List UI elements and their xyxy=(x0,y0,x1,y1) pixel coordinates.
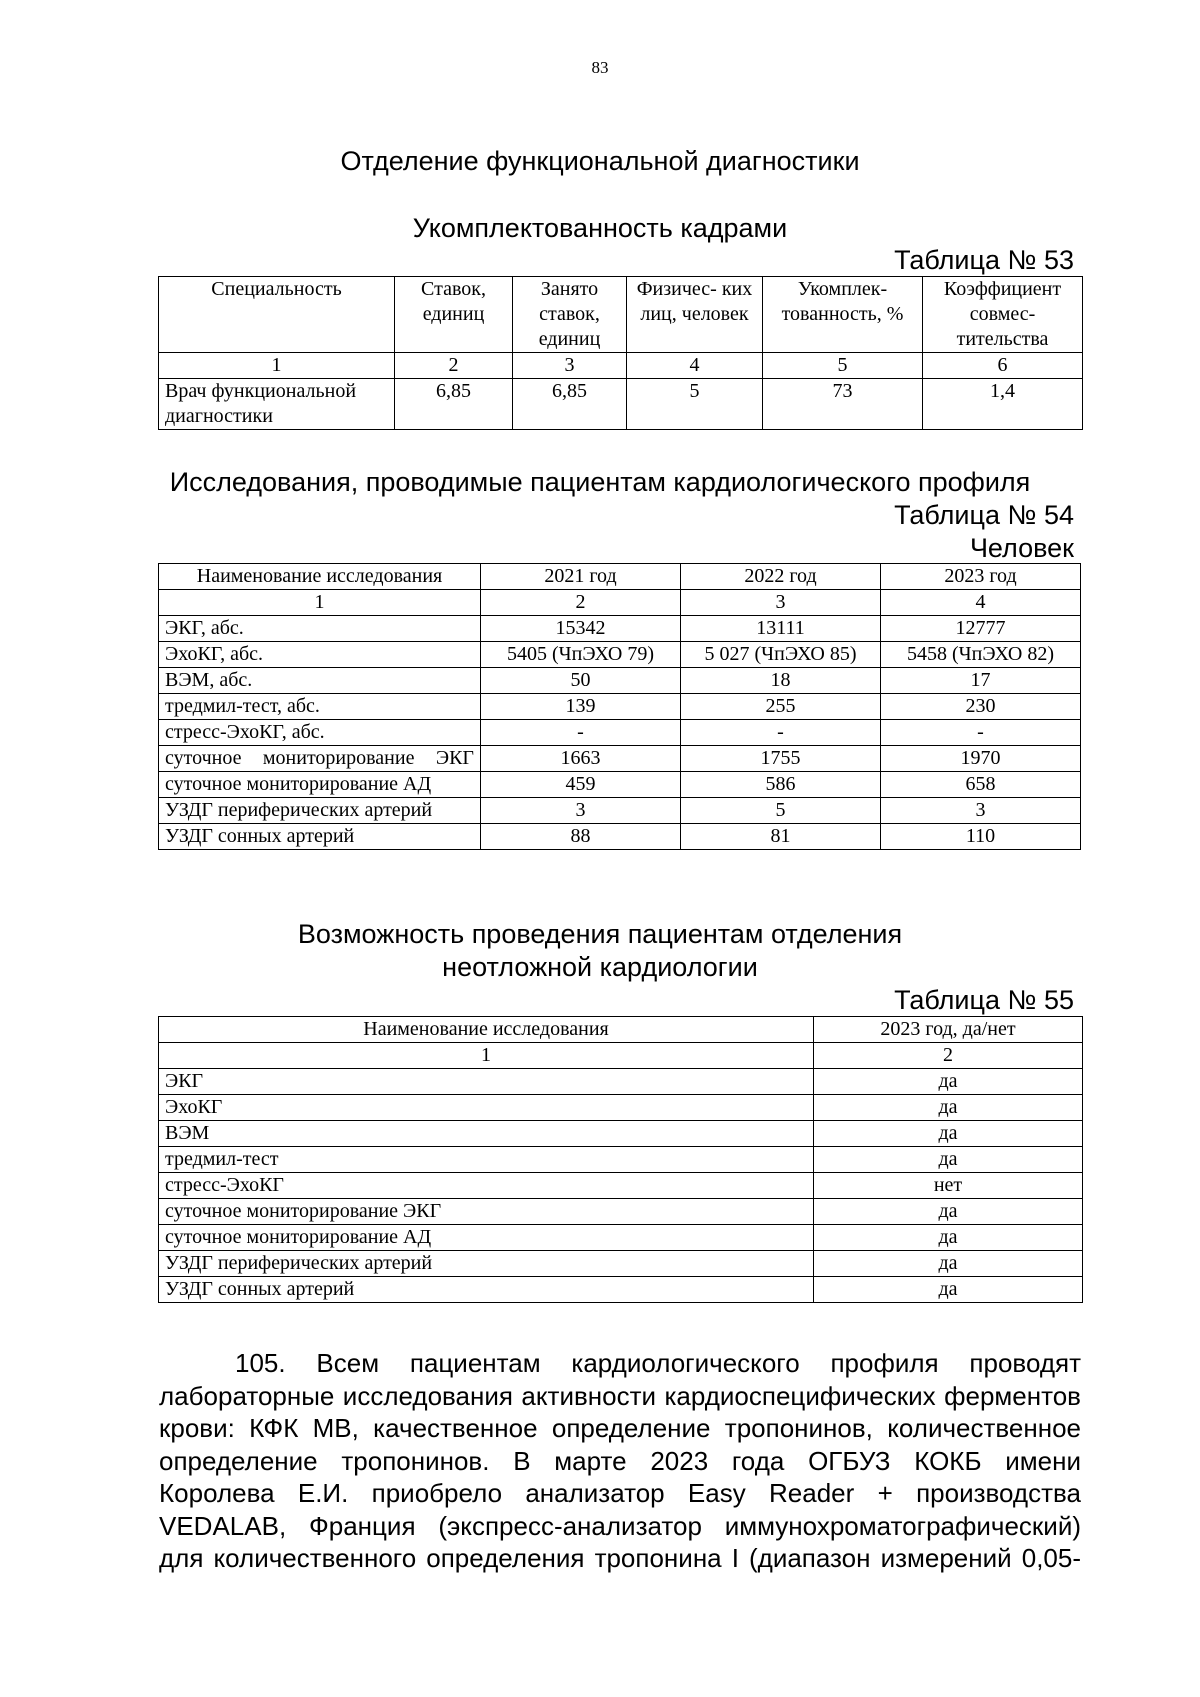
value-cell: 18 xyxy=(681,668,881,694)
header-cell: 2021 год xyxy=(481,564,681,590)
table-54 xyxy=(158,563,1081,850)
value-cell: 1,4 xyxy=(923,379,1083,430)
table-row xyxy=(159,720,1081,746)
header-cell: Ставок, единиц xyxy=(395,277,513,353)
num-cell: 4 xyxy=(627,353,763,379)
row-name-cell: УЗДГ периферических артерий xyxy=(159,1251,814,1277)
column-number-row xyxy=(159,1043,1083,1069)
row-name-cell: УЗДГ сонных артерий xyxy=(159,1277,814,1303)
table-row xyxy=(159,1173,1083,1199)
header-cell: Наименование исследования xyxy=(159,564,481,590)
value-cell: 1755 xyxy=(681,746,881,772)
table55-title-line1: Возможность проведения пациентам отделения xyxy=(297,919,903,949)
table-row xyxy=(159,1199,1083,1225)
value-cell: 5458 (ЧпЭХО 82) xyxy=(881,642,1081,668)
column-number-row xyxy=(159,353,1083,379)
num-cell: 3 xyxy=(681,590,881,616)
table55-title-line2: неотложной кардиологии xyxy=(442,952,758,982)
num-cell: 1 xyxy=(159,1043,814,1069)
paragraph-line: для количественного определения тропонина I (диапазон измерений 0,05- xyxy=(159,1543,1081,1573)
value-cell: 88 xyxy=(481,824,681,850)
table-row xyxy=(159,1121,1083,1147)
table-row xyxy=(159,746,1081,772)
table53-label: Таблица № 53 xyxy=(894,245,1074,275)
value-cell: нет xyxy=(814,1173,1083,1199)
header-cell: Физичес- ких лиц, человек xyxy=(627,277,763,353)
row-name-cell: суточное мониторирование ЭКГ xyxy=(159,746,481,772)
table54-label: Таблица № 54 xyxy=(894,500,1074,530)
row-name-cell: стресс-ЭхоКГ xyxy=(159,1173,814,1199)
num-cell: 4 xyxy=(881,590,1081,616)
value-cell: 658 xyxy=(881,772,1081,798)
value-cell: - xyxy=(881,720,1081,746)
header-cell: Занято ставок, единиц xyxy=(513,277,627,353)
row-name-cell: ЭКГ xyxy=(159,1069,814,1095)
table-row xyxy=(159,694,1081,720)
value-cell: да xyxy=(814,1199,1083,1225)
header-cell: Укомплек- тованность, % xyxy=(763,277,923,353)
value-cell: 15342 xyxy=(481,616,681,642)
value-cell: 6,85 xyxy=(395,379,513,430)
table-row xyxy=(159,1251,1083,1277)
value-cell: 110 xyxy=(881,824,1081,850)
value-cell: 1663 xyxy=(481,746,681,772)
table-row xyxy=(159,616,1081,642)
table55-label: Таблица № 55 xyxy=(894,985,1074,1015)
table-53 xyxy=(158,276,1083,430)
table-row xyxy=(159,1095,1083,1121)
num-cell: 2 xyxy=(481,590,681,616)
table-row xyxy=(159,379,1083,430)
header-cell: 2023 год xyxy=(881,564,1081,590)
num-cell: 2 xyxy=(395,353,513,379)
table-55 xyxy=(158,1016,1083,1303)
column-number-row xyxy=(159,590,1081,616)
num-cell: 2 xyxy=(814,1043,1083,1069)
section-title: Отделение функциональной диагностики xyxy=(340,146,860,176)
row-name-cell: ЭхоКГ xyxy=(159,1095,814,1121)
row-name-cell: УЗДГ периферических артерий xyxy=(159,798,481,824)
paragraph-line: 105. Всем пациентам кардиологического профиля проводят xyxy=(235,1348,1081,1378)
value-cell: да xyxy=(814,1095,1083,1121)
value-cell: 73 xyxy=(763,379,923,430)
value-cell: 5 027 (ЧпЭХО 85) xyxy=(681,642,881,668)
value-cell: 17 xyxy=(881,668,1081,694)
paragraph-line: крови: КФК МВ, качественное определение тропонинов, количественное xyxy=(159,1413,1081,1443)
table-header-row xyxy=(159,1017,1083,1043)
row-name-cell: тредмил-тест, абс. xyxy=(159,694,481,720)
value-cell: 5 xyxy=(627,379,763,430)
value-cell: 255 xyxy=(681,694,881,720)
value-cell: - xyxy=(681,720,881,746)
value-cell: да xyxy=(814,1225,1083,1251)
table-header-row xyxy=(159,564,1081,590)
value-cell: да xyxy=(814,1251,1083,1277)
row-name-cell: суточное мониторирование ЭКГ xyxy=(159,1199,814,1225)
num-cell: 5 xyxy=(763,353,923,379)
header-cell: Наименование исследования xyxy=(159,1017,814,1043)
table-row xyxy=(159,824,1081,850)
value-cell: 139 xyxy=(481,694,681,720)
header-cell: Специальность xyxy=(159,277,395,353)
table54-title: Исследования, проводимые пациентам кардиологического профиля xyxy=(169,467,1031,497)
row-name-cell: ЭКГ, абс. xyxy=(159,616,481,642)
value-cell: 81 xyxy=(681,824,881,850)
table-row xyxy=(159,1277,1083,1303)
row-name-cell: ВЭМ, абс. xyxy=(159,668,481,694)
table-row xyxy=(159,1225,1083,1251)
row-name-cell: УЗДГ сонных артерий xyxy=(159,824,481,850)
row-name-cell: суточное мониторирование АД xyxy=(159,1225,814,1251)
paragraph-line: VEDALAB, Франция (экспресс-анализатор иммунохроматографический) xyxy=(159,1510,1081,1541)
table53-subtitle: Укомплектованность кадрами xyxy=(412,213,788,243)
value-cell: 1970 xyxy=(881,746,1081,772)
table-row xyxy=(159,668,1081,694)
paragraph-line: лабораторные исследования активности кардиоспецифических ферментов xyxy=(159,1380,1081,1411)
value-cell: 50 xyxy=(481,668,681,694)
paragraph-line: определение тропонинов. В марте 2023 года ОГБУЗ КОКБ имени xyxy=(159,1445,1081,1476)
page-number: 83 xyxy=(591,58,609,77)
value-cell: 5 xyxy=(681,798,881,824)
table-row xyxy=(159,642,1081,668)
row-name-cell: тредмил-тест xyxy=(159,1147,814,1173)
header-cell: 2023 год, да/нет xyxy=(814,1017,1083,1043)
value-cell: 6,85 xyxy=(513,379,627,430)
table-header-row xyxy=(159,277,1083,353)
num-cell: 1 xyxy=(159,353,395,379)
value-cell: да xyxy=(814,1121,1083,1147)
value-cell: 3 xyxy=(481,798,681,824)
table-row xyxy=(159,1147,1083,1173)
value-cell: 230 xyxy=(881,694,1081,720)
num-cell: 3 xyxy=(513,353,627,379)
value-cell: 459 xyxy=(481,772,681,798)
value-cell: 13111 xyxy=(681,616,881,642)
value-cell: да xyxy=(814,1147,1083,1173)
num-cell: 1 xyxy=(159,590,481,616)
value-cell: да xyxy=(814,1069,1083,1095)
value-cell: 12777 xyxy=(881,616,1081,642)
value-cell: да xyxy=(814,1277,1083,1303)
value-cell: - xyxy=(481,720,681,746)
value-cell: 3 xyxy=(881,798,1081,824)
table-row xyxy=(159,1069,1083,1095)
row-name-cell: Врач функциональной диагностики xyxy=(159,379,395,430)
table-row xyxy=(159,798,1081,824)
value-cell: 5405 (ЧпЭХО 79) xyxy=(481,642,681,668)
value-cell: 586 xyxy=(681,772,881,798)
header-cell: 2022 год xyxy=(681,564,881,590)
num-cell: 6 xyxy=(923,353,1083,379)
header-cell: Коэффициент совмес- тительства xyxy=(923,277,1083,353)
body-paragraph xyxy=(159,1347,1081,1575)
row-name-cell: ВЭМ xyxy=(159,1121,814,1147)
row-name-cell: суточное мониторирование АД xyxy=(159,772,481,798)
table-row xyxy=(159,772,1081,798)
paragraph-line: Королева Е.И. приобрело анализатор Easy Reader + производства xyxy=(159,1478,1081,1508)
row-name-cell: ЭхоКГ, абс. xyxy=(159,642,481,668)
row-name-cell: стресс-ЭхоКГ, абс. xyxy=(159,720,481,746)
table54-unit: Человек xyxy=(969,533,1074,563)
